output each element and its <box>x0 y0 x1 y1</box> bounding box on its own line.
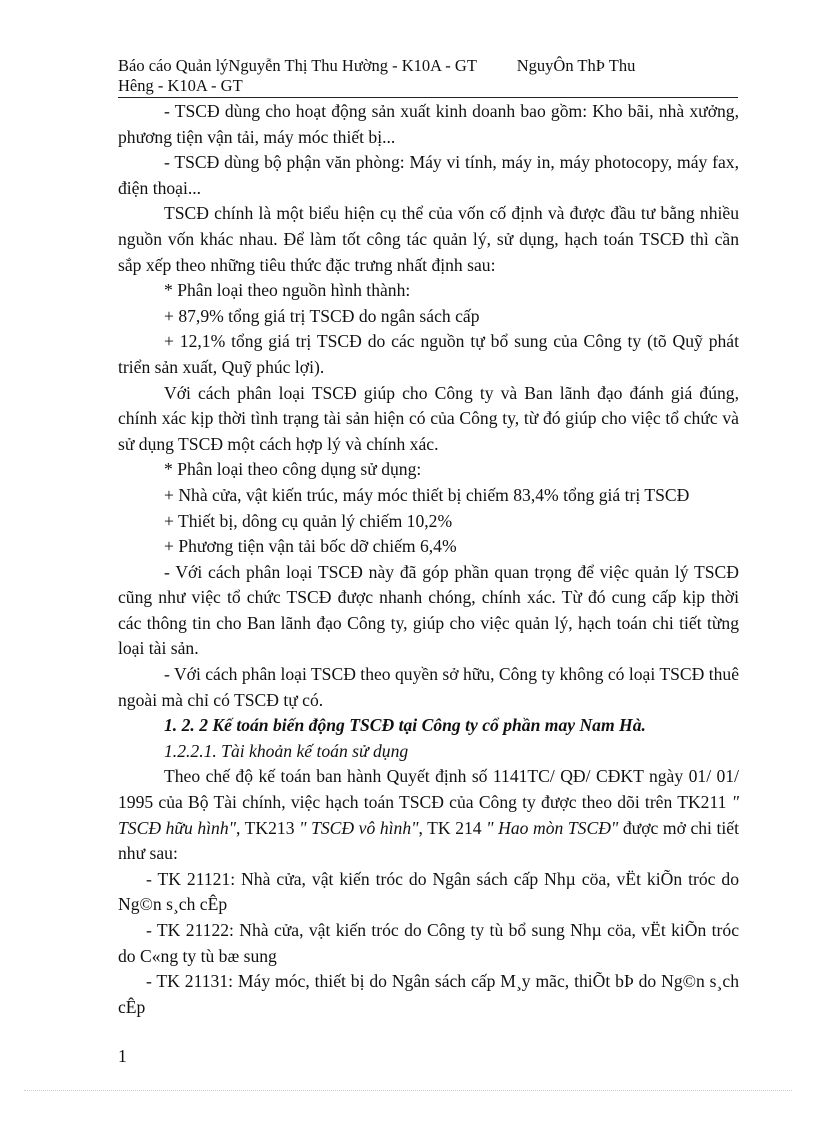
account-item: - TK 21131: Máy móc, thiết bị do Ngân sách cấp M¸y mãc, thiÕt bÞ do Ng©n s¸ch cÊp <box>118 971 739 1017</box>
header-line-2: Hêng - K10A - GT <box>118 76 243 95</box>
paragraph: + Nhà cửa, vật kiến trúc, máy móc thiết bị chiếm 83,4% tổng giá trị TSCĐ <box>164 484 690 505</box>
account-item: - TK 21122: Nhà cửa, vật kiến tróc do Công ty tù bổ sung Nhµ cöa, vËt kiÕn tróc do C«ng ty tù bæ sung <box>118 920 739 966</box>
paragraph-accounts <box>118 764 739 866</box>
paragraph: - Với cách phân loại TSCĐ này đã góp phần quan trọng để việc quản lý TSCĐ cũng như việc tổ chức TSCĐ được nhanh chóng, chính xác. Từ đó cung cấp kịp thời các thông tin cho Ban lãnh đạo Công ty, giúp cho việc quản lý, hạch toán chi tiết từng loại tài sản. <box>118 561 739 659</box>
section-heading: 1. 2. 2 Kế toán biến động TSCĐ tại Công ty cổ phần may Nam Hà. <box>164 715 646 736</box>
paragraph: * Phân loại theo công dụng sử dụng: <box>164 459 422 480</box>
account-item: - TK 21121: Nhà cửa, vật kiến tróc do Ngân sách cấp Nhµ cöa, vËt kiÕn tróc do Ng©n s¸ch cÊp <box>118 868 739 915</box>
header-right: NguyÔn ThÞ Thu <box>516 56 636 75</box>
accounts-text-e: , TK 214 <box>418 817 482 838</box>
document-body <box>118 99 739 1020</box>
page-bottom-rule <box>24 1090 792 1091</box>
header-line-1 <box>118 56 738 76</box>
accounts-text-f: " Hao mòn TSCĐ" <box>481 817 619 838</box>
header-left: Báo cáo Quản lýNguyễn Thị Thu Hường - K10A - GT <box>118 56 477 75</box>
paragraph: + 87,9% tổng giá trị TSCĐ do ngân sách cấp <box>164 305 480 326</box>
paragraph: - TSCĐ dùng cho hoạt động sản xuất kinh doanh bao gồm: Kho bãi, nhà xưởng, phương tiện vận tải, máy móc thiết bị... <box>118 101 739 147</box>
paragraph: + Phương tiện vận tải bốc dỡ chiếm 6,4% <box>164 536 457 557</box>
paragraph: + Thiết bị, dông cụ quản lý chiếm 10,2% <box>164 510 453 531</box>
paragraph: - TSCĐ dùng bộ phận văn phòng: Máy vi tính, máy in, máy photocopy, máy fax, điện thoại... <box>118 152 739 198</box>
accounts-text-c: , TK213 <box>236 817 295 838</box>
accounts-text-a: Theo chế độ kế toán ban hành Quyết định số 1141TC/ QĐ/ CĐKT ngày 01/ 01/ 1995 của Bộ Tài chính, việc hạch toán TSCĐ của Công ty được theo dõi trên TK211 <box>118 766 739 813</box>
page-number: 1 <box>118 1046 127 1066</box>
paragraph: Với cách phân loại TSCĐ giúp cho Công ty và Ban lãnh đạo đánh giá đúng, chính xác kịp thời tình trạng tài sản hiện có của Công ty, từ đó giúp cho việc tổ chức và sử dụng TSCĐ một cách hợp lý và chính xác. <box>118 382 739 454</box>
paragraph: TSCĐ chính là một biểu hiện cụ thể của vốn cố định và được đầu tư bằng nhiều nguồn vốn khác nhau. Để làm tốt công tác quản lý, sử dụng, hạch toán TSCĐ thì cần sắp xếp theo những tiêu thức đặc trưng nhất định sau: <box>118 203 739 275</box>
paragraph: * Phân loại theo nguồn hình thành: <box>164 280 411 301</box>
subsection-heading: 1.2.2.1. Tài khoản kế toán sử dụng <box>164 740 409 761</box>
paragraph: - Với cách phân loại TSCĐ theo quyền sở hữu, Công ty không có loại TSCĐ thuê ngoài mà chỉ có TSCĐ tự có. <box>118 664 739 710</box>
accounts-text-g: được mở chi tiết như sau: <box>118 817 739 864</box>
page-header <box>118 56 738 98</box>
paragraph: + 12,1% tổng giá trị TSCĐ do các nguồn tự bổ sung của Công ty (tõ Quỹ phát triển sản xuất, Quỹ phúc lợi). <box>118 331 739 377</box>
accounts-text-d: " TSCĐ vô hình" <box>294 817 419 838</box>
accounts-text-b: " TSCĐ hữu hình" <box>118 792 739 838</box>
